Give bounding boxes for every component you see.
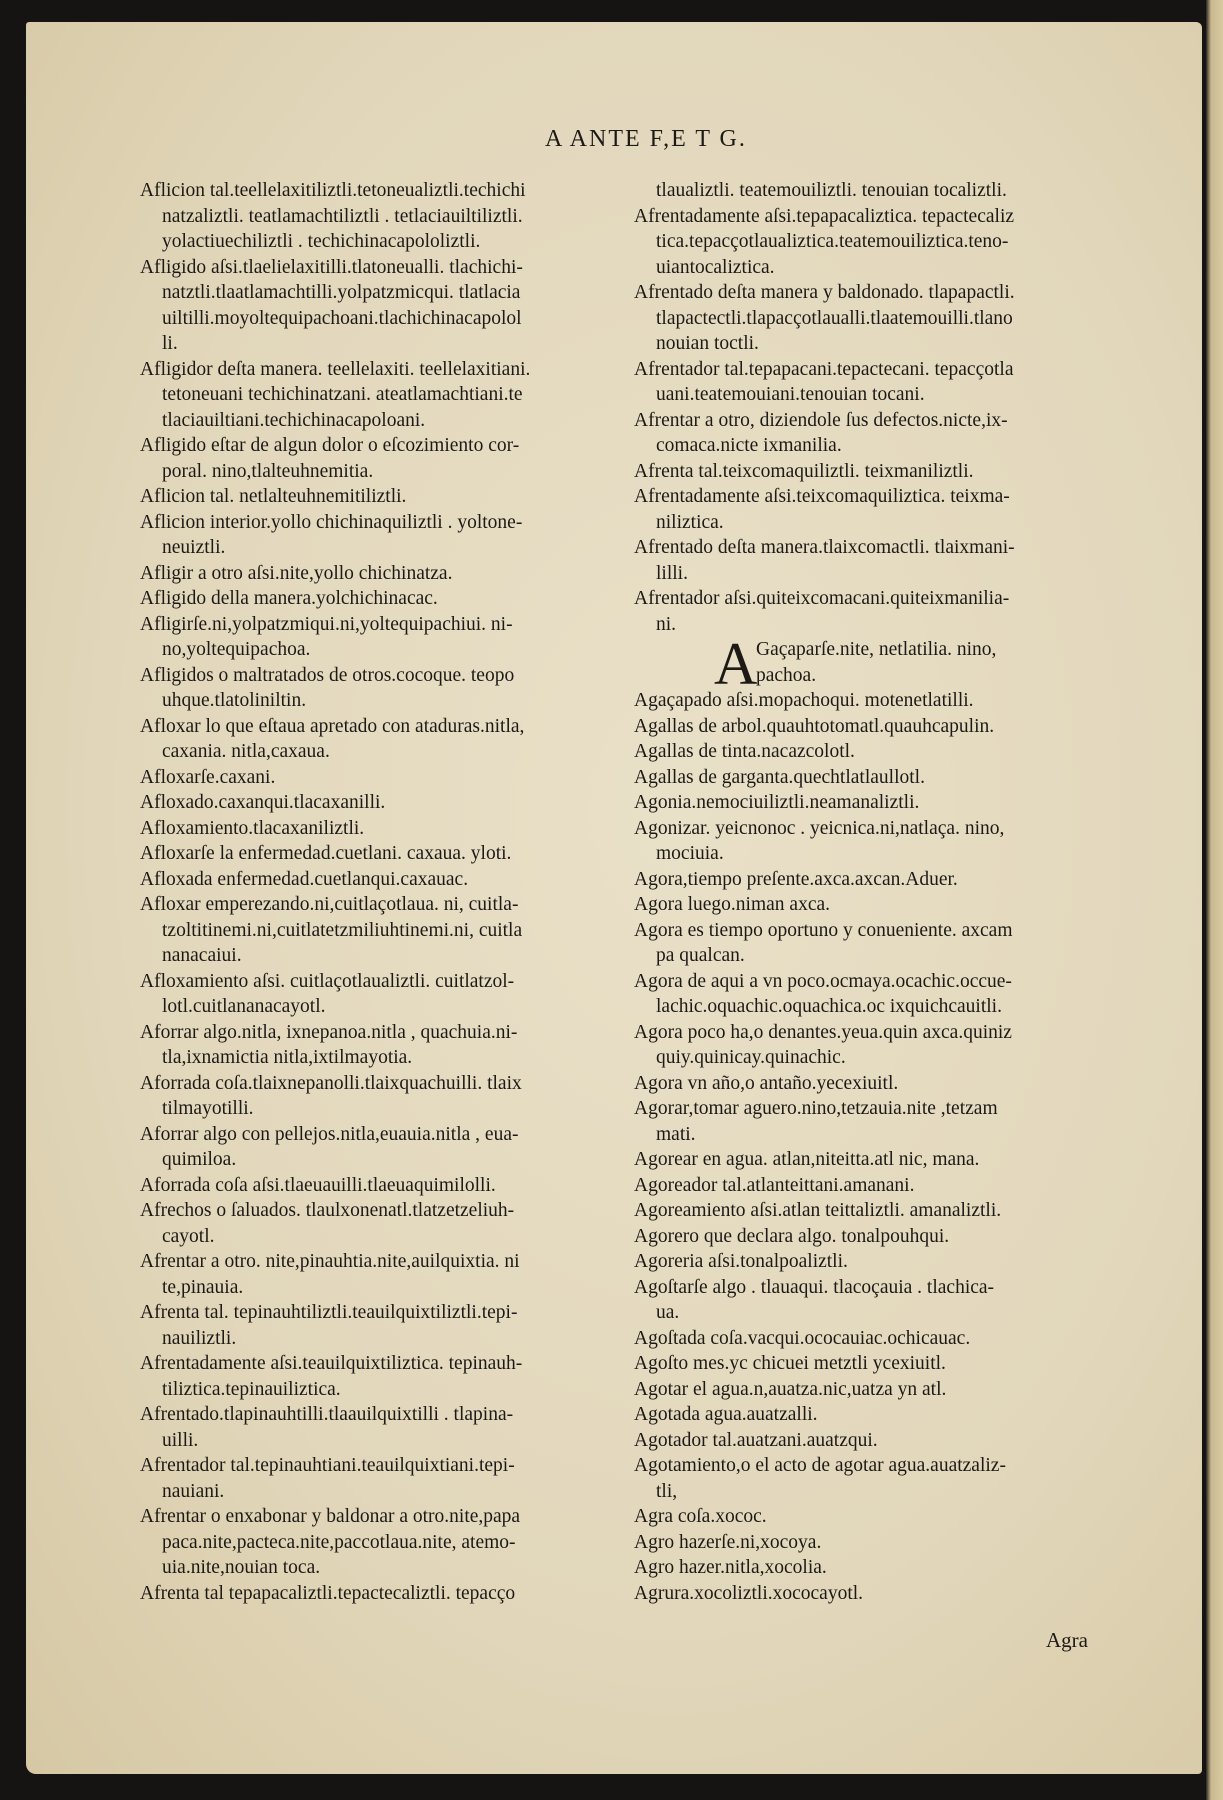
entry-continuation-line: pa qualcan. bbox=[656, 945, 745, 966]
entry-continuation-line: neuiztli. bbox=[162, 537, 226, 558]
dictionary-entry bbox=[140, 178, 615, 255]
entry-continuation-line: lilli. bbox=[656, 562, 688, 584]
dictionary-entry bbox=[140, 1071, 615, 1122]
entry-continuation-line: no,yoltequipachoa. bbox=[162, 639, 311, 660]
entry-headline: Afligido aſsi.tlaelielaxitilli.tlatoneualli. tlachichi- bbox=[140, 256, 523, 278]
entry-continuation-line: uani.teatemouiani.tenouian tocani. bbox=[656, 384, 925, 405]
entry-headline: Afrentado deſta manera.tlaixcomactli. tlaixmani- bbox=[634, 537, 1015, 558]
entry-headline: Agora poco ha,o denantes.yeua.quin axca.quiniz bbox=[634, 1021, 1012, 1043]
dictionary-entry bbox=[634, 357, 1114, 408]
entry-headline: Afloxarſe.caxani. bbox=[140, 766, 276, 788]
entry-continuation-line: tli, bbox=[656, 1480, 678, 1502]
entry-headline: Agora de aqui a vn poco.ocmaya.ocachic.occue- bbox=[634, 970, 1012, 992]
dictionary-entry bbox=[140, 433, 615, 484]
entry-continuation-line: ni. bbox=[656, 613, 677, 635]
entry-continuation-line: mociuia. bbox=[656, 843, 724, 864]
entry-continuation-line: uiltilli.moyoltequipachoani.tlachichinacapolol bbox=[162, 307, 522, 329]
entry-headline: Afloxar lo que eſtaua apretado con ataduras.nitla, bbox=[140, 715, 525, 737]
entry-headline: Agro hazerſe.ni,xocoya. bbox=[634, 1531, 822, 1553]
entry-continuation-line: tica.tepacçotlaualiztica.teatemouiliztica.teno- bbox=[656, 231, 1009, 252]
entry-continuation-line: uhque.tlatoliniltin. bbox=[162, 690, 307, 711]
entry-headline: Afligir a otro aſsi.nite,yollo chichinatza. bbox=[140, 562, 453, 584]
dictionary-entry bbox=[140, 867, 615, 893]
right-column bbox=[634, 178, 1114, 1606]
entry-headline: Agonia.nemociuiliztli.neamanaliztli. bbox=[634, 792, 920, 813]
entry-continuation-line: natztli.tlaatlamachtilli.yolpatzmicqui. tlatlacia bbox=[162, 282, 521, 303]
dictionary-entry bbox=[140, 714, 615, 765]
dictionary-entry bbox=[634, 1351, 1114, 1377]
dictionary-entry bbox=[140, 561, 615, 587]
entry-continuation-line: paca.nite,pacteca.nite,paccotlaua.nite, atemo- bbox=[162, 1531, 516, 1553]
entry-headline: Agoreamiento aſsi.atlan teittaliztli. amanaliztli. bbox=[634, 1200, 1002, 1221]
entry-continuation-line: quimiloa. bbox=[162, 1149, 237, 1170]
dictionary-entry bbox=[634, 1402, 1114, 1428]
dictionary-entry bbox=[140, 484, 615, 510]
entry-headline: Afrentador tal.tepinauhtiani.teauilquixtiani.tepi- bbox=[140, 1455, 515, 1476]
dictionary-entry bbox=[140, 816, 615, 842]
dictionary-entry bbox=[140, 1300, 615, 1351]
entry-headline: Agora vn año,o antaño.yecexiuitl. bbox=[634, 1072, 899, 1094]
entry-continuation-line: ua. bbox=[656, 1302, 680, 1323]
entry-headline: Aflicion tal. netlalteuhnemitiliztli. bbox=[140, 486, 407, 507]
dictionary-entry bbox=[140, 510, 615, 561]
dictionary-entry bbox=[634, 484, 1114, 535]
entry-headline: Agoſtarſe algo . tlauaqui. tlacoçauia . tlachica- bbox=[634, 1276, 995, 1298]
dictionary-entry bbox=[140, 1249, 615, 1300]
entry-headline: Afrenta tal.teixcomaquiliztli. teixmaniliztli. bbox=[634, 460, 974, 482]
entry-headline: Afrentador tal.tepapacani.tepactecani. tepacçotla bbox=[634, 358, 1014, 380]
entry-headline: Agallas de tinta.nacazcolotl. bbox=[634, 741, 855, 762]
dictionary-entry bbox=[634, 1555, 1114, 1581]
dictionary-entry bbox=[634, 1377, 1114, 1403]
entry-continuation-line: nauiliztli. bbox=[162, 1327, 237, 1349]
entry-continuation-line: tilmayotilli. bbox=[162, 1098, 254, 1119]
dictionary-entry bbox=[140, 1173, 615, 1199]
entry-headline: Agotada agua.auatzalli. bbox=[634, 1404, 818, 1425]
entry-headline: Agorear en agua. atlan,niteitta.atl nic, mana. bbox=[634, 1149, 980, 1170]
dictionary-entry bbox=[140, 1198, 615, 1249]
dictionary-entry bbox=[634, 1224, 1114, 1250]
dictionary-entry bbox=[634, 280, 1114, 357]
entry-continuation-line: cayotl. bbox=[162, 1225, 215, 1247]
entry-headline: Afrentado deſta manera y baldonado. tlapapactli. bbox=[634, 282, 1015, 303]
dictionary-entry bbox=[634, 1096, 1114, 1147]
entry-headline: Afrentador aſsi.quiteixcomacani.quiteixmanilia- bbox=[634, 588, 1010, 609]
dictionary-entry bbox=[634, 1173, 1114, 1199]
dictionary-entry bbox=[634, 535, 1114, 586]
dictionary-entry bbox=[634, 178, 1114, 204]
entry-continuation-line: nauiani. bbox=[162, 1480, 225, 1502]
entry-continuation-line: lotl.cuitlananacayotl. bbox=[162, 996, 326, 1017]
dictionary-entry bbox=[634, 1530, 1114, 1556]
dictionary-entry bbox=[140, 612, 615, 663]
entry-headline: Afloxamiento aſsi. cuitlaçotlaualiztli. cuitlatzol- bbox=[140, 970, 515, 992]
entry-headline: Agora es tiempo oportuno y conueniente. axcam bbox=[634, 919, 1013, 941]
dictionary-entry bbox=[140, 765, 615, 791]
entry-headline: Afligido eſtar de algun dolor o eſcozimiento cor- bbox=[140, 435, 520, 456]
dictionary-entry bbox=[140, 1020, 615, 1071]
dictionary-entry bbox=[140, 663, 615, 714]
dictionary-entry bbox=[634, 1504, 1114, 1530]
dictionary-entry bbox=[140, 1122, 615, 1173]
entry-continuation-line: uiantocaliztica. bbox=[656, 256, 775, 278]
entry-headline: Afrentar o enxabonar y baldonar a otro.nite,papa bbox=[140, 1506, 521, 1527]
entry-continuation-line: uilli. bbox=[162, 1429, 199, 1451]
entry-continuation-line: natzaliztli. teatlamachtiliztli . tetlaciauiltiliztli. bbox=[162, 205, 523, 227]
entry-continuation-line: tlapactectli.tlapacçotlaualli.tlaatemouilli.tlano bbox=[656, 307, 1013, 329]
entry-continuation-line: pachoa. bbox=[756, 664, 817, 686]
entry-headline: Afloxar emperezando.ni,cuitlaçotlaua. ni, cuitla- bbox=[140, 894, 519, 915]
dictionary-entry bbox=[634, 816, 1114, 867]
entry-headline: Aflicion interior.yollo chichinaquiliztli . yoltone- bbox=[140, 511, 523, 533]
dictionary-entry bbox=[634, 867, 1114, 893]
entry-headline: Agrura.xocoliztli.xococayotl. bbox=[634, 1582, 864, 1604]
dictionary-entry bbox=[634, 892, 1114, 918]
entry-continuation-line: tiliztica.tepinauiliztica. bbox=[162, 1378, 341, 1400]
dictionary-entry bbox=[140, 1351, 615, 1402]
entry-headline: Agoreria aſsi.tonalpoaliztli. bbox=[634, 1251, 848, 1272]
entry-headline: Afrenta tal tepapacaliztli.tepactecaliztli. tepacço bbox=[140, 1582, 516, 1604]
entry-continuation-line: comaca.nicte ixmanilia. bbox=[656, 435, 842, 456]
dictionary-entry bbox=[140, 1581, 615, 1607]
dictionary-entry bbox=[140, 790, 615, 816]
entry-continuation-line: te,pinauia. bbox=[162, 1276, 244, 1298]
dictionary-entry bbox=[634, 790, 1114, 816]
entry-headline: Aforrar algo con pellejos.nitla,euauia.nitla , eua- bbox=[140, 1123, 519, 1145]
entry-headline: Agotamiento,o el acto de agotar agua.auatzaliz- bbox=[634, 1455, 1006, 1476]
entry-continuation-line: li. bbox=[162, 333, 178, 354]
entry-headline: Agotador tal.auatzani.auatzqui. bbox=[634, 1429, 878, 1451]
entry-headline: Aforrada coſa aſsi.tlaeuauilli.tlaeuaquimilolli. bbox=[140, 1174, 496, 1196]
running-title: A ANTE F,E T G. bbox=[545, 126, 747, 152]
entry-headline: Agorar,tomar aguero.nino,tetzauia.nite ,tetzam bbox=[634, 1098, 998, 1119]
dictionary-entry bbox=[140, 1453, 615, 1504]
entry-headline: Agonizar. yeicnonoc . yeicnica.ni,natlaça. nino, bbox=[634, 817, 1005, 839]
entry-headline: Afrentar a otro, diziendole ſus defectos.nicte,ix- bbox=[634, 409, 1008, 431]
entry-continuation-line: yolactiuechiliztli . techichinacapololiztli. bbox=[162, 231, 481, 252]
entry-headline: Afrentadamente aſsi.tepapacaliztica. tepactecaliz bbox=[634, 205, 1015, 227]
dictionary-entry bbox=[140, 892, 615, 969]
entry-continuation-line: uia.nite,nouian toca. bbox=[162, 1557, 321, 1578]
entry-headline: Aforrar algo.nitla, ixnepanoa.nitla , quachuia.ni- bbox=[140, 1021, 518, 1043]
entry-headline: Afligido della manera.yolchichinacac. bbox=[140, 588, 438, 609]
entry-headline: Afloxada enfermedad.cuetlanqui.caxauac. bbox=[140, 868, 469, 890]
adjacent-page-edge bbox=[1206, 0, 1223, 1800]
entry-headline: Agoreador tal.atlanteittani.amanani. bbox=[634, 1174, 915, 1196]
entry-headline: Agotar el agua.n,auatza.nic,uatza yn atl. bbox=[634, 1378, 947, 1400]
entry-continuation-line: quiy.quinicay.quinachic. bbox=[656, 1047, 846, 1068]
entry-headline: Agaçapado aſsi.mopachoqui. motenetlatilli. bbox=[634, 690, 974, 711]
catchword: Agra bbox=[1046, 1628, 1088, 1652]
dictionary-entry bbox=[634, 408, 1114, 459]
dictionary-entry bbox=[140, 1504, 615, 1581]
entry-continuation-line: tla,ixnamictia nitla,ixtilmayotia. bbox=[162, 1047, 413, 1068]
dictionary-entry bbox=[634, 918, 1114, 969]
entry-headline: Afloxarſe la enfermedad.cuetlani. caxaua. yloti. bbox=[140, 843, 512, 864]
entry-continuation-line: tzoltitinemi.ni,cuitlatetzmiliuhtinemi.ni, cuitla bbox=[162, 919, 523, 941]
entry-headline: Afloxado.caxanqui.tlacaxanilli. bbox=[140, 792, 386, 813]
entry-headline: Gaçaparſe.nite, netlatilia. nino, bbox=[756, 639, 997, 660]
dictionary-entry bbox=[634, 1147, 1114, 1173]
entry-headline: Afrentado.tlapinauhtilli.tlaauilquixtilli . tlapina- bbox=[140, 1404, 514, 1425]
entry-continuation-line: caxania. nitla,caxaua. bbox=[162, 741, 330, 762]
entry-headline: Afligidos o maltratados de otros.cocoque. teopo bbox=[140, 664, 515, 686]
entry-continuation-line: tetoneuani techichinatzani. ateatlamachtiani.te bbox=[162, 384, 523, 405]
dictionary-entry bbox=[634, 1249, 1114, 1275]
entry-headline: Agorero que declara algo. tonalpouhqui. bbox=[634, 1225, 950, 1247]
dictionary-entry bbox=[634, 1275, 1114, 1326]
dictionary-entry bbox=[634, 739, 1114, 765]
entry-headline: Afloxamiento.tlacaxaniliztli. bbox=[140, 817, 365, 839]
entry-headline: Afligidor deſta manera. teellelaxiti. teellelaxitiani. bbox=[140, 358, 531, 380]
entry-headline: Aflicion tal.teellelaxitiliztli.tetoneualiztli.techichi bbox=[140, 180, 526, 201]
dictionary-entry bbox=[634, 1428, 1114, 1454]
entry-headline: Afrentadamente aſsi.teixcomaquiliztica. teixma- bbox=[634, 486, 1010, 507]
entry-headline: Agro hazer.nitla,xocolia. bbox=[634, 1557, 827, 1578]
entry-headline: Aforrada coſa.tlaixnepanolli.tlaixquachuilli. tlaix bbox=[140, 1072, 522, 1094]
dictionary-entry bbox=[634, 1326, 1114, 1352]
dictionary-entry bbox=[634, 765, 1114, 791]
entry-headline: Agora,tiempo preſente.axca.axcan.Aduer. bbox=[634, 868, 958, 890]
dictionary-entry bbox=[634, 1581, 1114, 1607]
entry-headline: Agoſto mes.yc chicuei metztli ycexiuitl. bbox=[634, 1353, 946, 1374]
dictionary-entry bbox=[634, 586, 1114, 637]
dictionary-entry bbox=[634, 688, 1114, 714]
entry-continuation-line: nanacaiui. bbox=[162, 945, 242, 966]
entry-headline: Agallas de garganta.quechtlatlaullotl. bbox=[634, 766, 925, 788]
entry-continuation-line: poral. nino,tlalteuhnemitia. bbox=[162, 460, 374, 482]
entry-continuation-line: niliztica. bbox=[656, 511, 724, 533]
dictionary-entry bbox=[140, 841, 615, 867]
dictionary-entry bbox=[634, 1020, 1114, 1071]
dictionary-entry bbox=[634, 204, 1114, 281]
dictionary-entry bbox=[634, 459, 1114, 485]
entry-headline: Afrechos o ſaluados. tlaulxonenatl.tlatzetzeliuh- bbox=[140, 1200, 515, 1221]
dictionary-entry bbox=[140, 1402, 615, 1453]
drop-cap-letter: A bbox=[714, 631, 758, 697]
entry-headline: Afrentadamente aſsi.teauilquixtiliztica. tepinauh- bbox=[140, 1353, 523, 1374]
dictionary-entry bbox=[634, 1453, 1114, 1504]
dictionary-entry bbox=[140, 357, 615, 434]
entry-headline: Afrenta tal. tepinauhtiliztli.teauilquixtiliztli.tepi- bbox=[140, 1302, 518, 1323]
dictionary-entry bbox=[634, 631, 1114, 697]
entry-headline: Agoſtada coſa.vacqui.ococauiac.ochicauac. bbox=[634, 1327, 971, 1349]
dictionary-entry bbox=[634, 969, 1114, 1020]
dictionary-entry bbox=[140, 969, 615, 1020]
entry-headline: Agallas de arbol.quauhtotomatl.quauhcapulin. bbox=[634, 715, 995, 737]
dictionary-entry bbox=[140, 586, 615, 612]
dictionary-entry bbox=[140, 255, 615, 357]
entry-headline: tlaualiztli. teatemouiliztli. tenouian tocaliztli. bbox=[656, 180, 1007, 201]
entry-headline: Agra coſa.xococ. bbox=[634, 1506, 767, 1527]
dictionary-entry bbox=[634, 1071, 1114, 1097]
entry-headline: Afrentar a otro. nite,pinauhtia.nite,auilquixtia. ni bbox=[140, 1251, 520, 1272]
entry-continuation-line: tlaciauiltiani.techichinacapoloani. bbox=[162, 409, 426, 431]
entry-headline: Afligirſe.ni,yolpatzmiqui.ni,yoltequipachiui. ni- bbox=[140, 613, 513, 635]
left-column bbox=[140, 178, 615, 1606]
entry-continuation-line: mati. bbox=[656, 1123, 696, 1145]
dictionary-entry bbox=[634, 1198, 1114, 1224]
entry-continuation-line: nouian toctli. bbox=[656, 333, 759, 354]
entry-headline: Agora luego.niman axca. bbox=[634, 894, 831, 915]
dictionary-entry bbox=[634, 714, 1114, 740]
entry-continuation-line: lachic.oquachic.oquachica.oc ixquichcauitli. bbox=[656, 996, 1002, 1017]
